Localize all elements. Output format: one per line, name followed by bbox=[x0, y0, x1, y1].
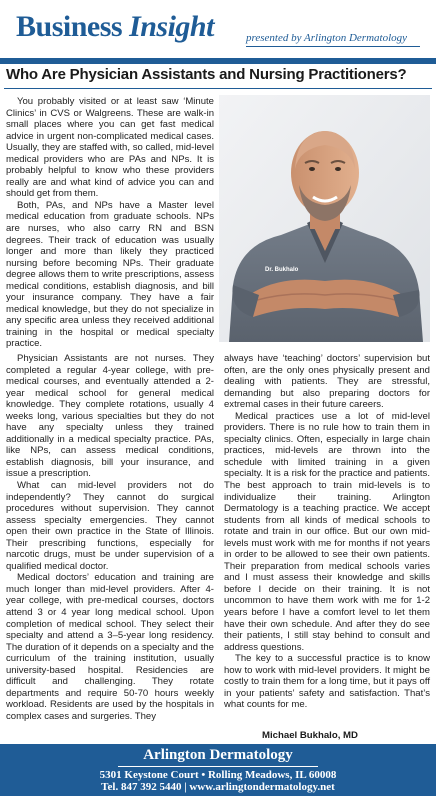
paragraph: Medical doctors’ education and training are much longer than mid-level providers. After 4-year college, with pre-medical courses, doctors attend 3 or 4 year long medical school. Upon completion of medical school. They select their specialty and attend a 3–5-year long residency. The duration of it depends on a specialty and the curriculum of the training institution, usually university-based hospital. Residencies are difficult and challenging. They rotate departments and require 50-70 hours weekly workload. Residents are used by the hospitals in complex cases and surgeries. They bbox=[6, 572, 214, 722]
paragraph: Physician Assistants are not nurses. They completed a regular 4-year college, with pre-medical courses, and eventually attended a 2-year medical school for general medical knowledge. They complete rotations, usually 4 weeks long, various specialties but they do not have any specialty unless they trained additionally in a medical specialty practice. PAs, like NPs, can assess medical conditions, establish diagnosis, bill your insurance, and issue a prescription. bbox=[6, 353, 214, 480]
brand-word-insight: Insight bbox=[129, 10, 214, 43]
brand-word-business: Business bbox=[16, 10, 123, 43]
article-headline: Who Are Physician Assistants and Nursing Practitioners? bbox=[6, 66, 407, 83]
paragraph: The key to a successful practice is to know how to work with mid-level providers. It might be costly to train them for a long time, but it pays off in your patients’ safety and satisfaction. That’s what counts for me. bbox=[224, 653, 430, 711]
brand-title bbox=[16, 10, 214, 44]
masthead bbox=[0, 0, 436, 58]
footer-practice-name: Arlington Dermatology bbox=[143, 747, 293, 763]
paragraph: What can mid-level providers not do independently? They cannot do surgical procedures without supervision. They cannot assess specialty emergencies. They cannot open their own practice in the State of Illinois. Their prescribing functions, especially for narcotic drugs, must be under supervision of a qualified medical doctor. bbox=[6, 480, 214, 572]
doctor-portrait-illustration bbox=[219, 95, 430, 342]
footer-contact: Tel. 847 392 5440 | www.arlingtondermatology.net bbox=[101, 781, 335, 793]
paragraph: Medical practices use a lot of mid-level providers. There is no rule how to train them in specialty clinics. Often, especially in large chain practices, mid-levels are thrown into the schedule with limited training in a given specialty. It is a risk for the practice and patients. The best approach to train mid-levels is to individualize their training. Arlington Dermatology is a teaching practice. We accept students from all kinds of medical schools to rotate and train in our office. But our own mid-levels must work with me for months if not years in order to be allowed to see their own patients. Their preparation from medical schools varies and I must assess their knowledge and skills before I decide on their training. It is not uncommon to have them work with me for 1-2 years before I have a comfort level to let them have their own schedule. And after they do see their patients, I still stay behind to consult and address questions. bbox=[224, 410, 430, 653]
presented-by-label: presented by Arlington Dermatology bbox=[246, 32, 408, 44]
paragraph: You probably visited or at least saw ‘Minute Clinics’ in CVS or Walgreens. These are walk-in small places where you can get fast medical advice in urgent non-complicated medical cases. Usually, they are staffed with, so called, mid-level medical providers who are PAs and NPs. It is probably helpful to know who these providers really are and what kind of advice you can and should get from them. bbox=[6, 96, 214, 200]
masthead-bar bbox=[0, 58, 436, 64]
shirt-logo-text: Dr. Bukhalo bbox=[265, 267, 299, 273]
footer-address: 5301 Keystone Court • Rolling Meadows, IL 60008 bbox=[99, 769, 337, 781]
article-column-1-top bbox=[6, 96, 214, 350]
article-column-1-bottom bbox=[6, 353, 214, 723]
doctor-photo bbox=[219, 95, 430, 342]
footer-banner bbox=[0, 744, 436, 796]
article-column-2 bbox=[224, 353, 430, 711]
masthead-rule bbox=[246, 46, 420, 47]
footer-rule bbox=[118, 766, 318, 767]
paragraph: always have ‘teaching’ doctors’ supervision but often, are the only ones physically present and dealing with patients. They are stressful, demanding but also preparing doctors for extremal cases in their future careers. bbox=[224, 353, 430, 411]
author-signature: Michael Bukhalo, MD bbox=[262, 730, 358, 741]
headline-rule bbox=[4, 88, 432, 89]
paragraph: Both, PAs, and NPs have a Master level medical education from graduate schools. NPs are nurses, who also carry RN and BSN degrees. Their track of education was usually longer and more than likely they practiced nursing before becoming NPs. Their graduate degree allows them to write prescriptions, assess medical conditions, establish diagnosis, and bill your insurance company. They have a fair medical knowledge, but they do not specialize in any specific area unless they received additional training in the hospital or medical specialty practice. bbox=[6, 199, 214, 350]
